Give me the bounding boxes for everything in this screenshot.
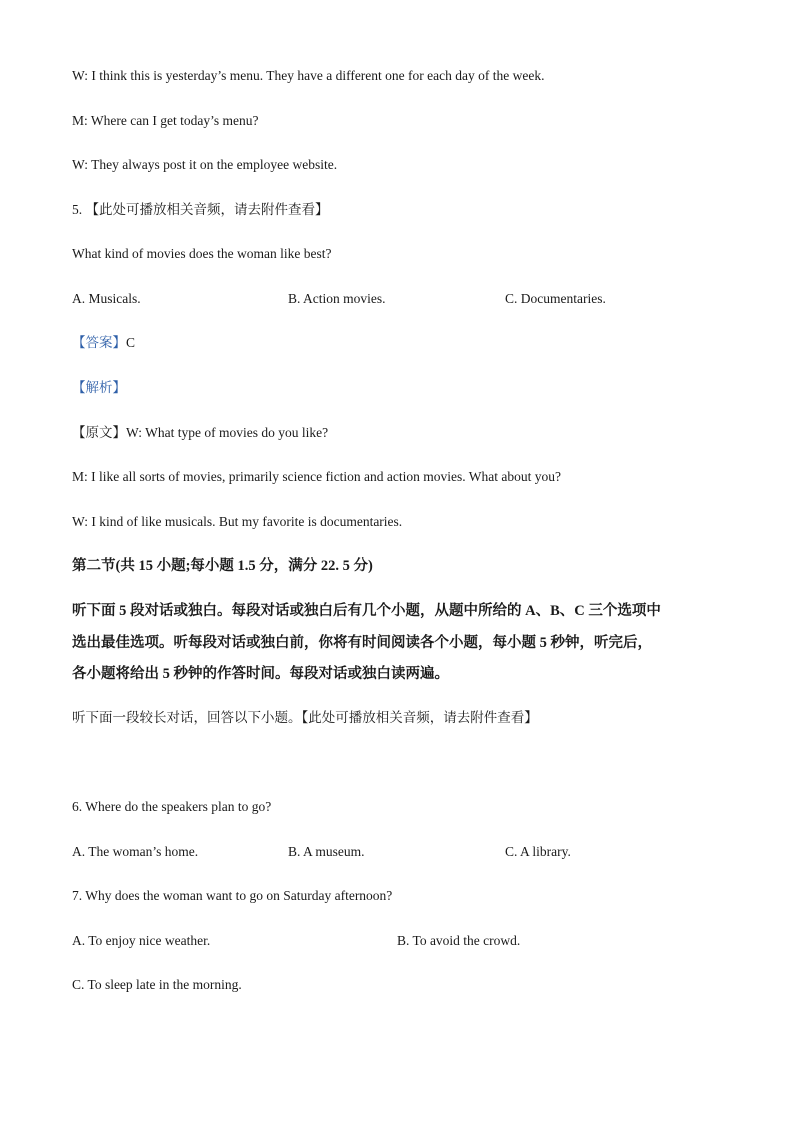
answer-value: C [126,335,136,350]
analysis-label: 【解析】 [72,380,126,395]
section-instructions [72,596,732,691]
option-a: A. The woman’s home. [72,844,199,859]
original-line-1: W: What type of movies do you like? [126,425,329,440]
option-c: C. Documentaries. [505,291,606,306]
option-c: C. A library. [505,844,571,859]
question-5-text: What kind of movies does the woman like best? [72,246,332,261]
original-text-row [72,424,328,442]
dialogue-line-2: M: Where can I get today’s menu? [72,113,259,128]
original-line-3: W: I kind of like musicals. But my favorite is documentaries. [72,514,403,529]
question-7-text: 7. Why does the woman want to go on Saturday afternoon? [72,888,393,903]
listen-prompt: 听下面一段较长对话，回答以下小题。【此处可播放相关音频，请去附件查看】 [72,710,538,725]
instruction-line-3: 各小题将给出 5 秒钟的作答时间。每段对话或独白读两遍。 [72,666,449,682]
option-b: B. To avoid the crowd. [397,933,521,948]
original-label: 【原文】 [72,425,126,440]
dialogue-line-1: W: I think this is yesterday’s menu. They have a different one for each day of the week. [72,68,545,83]
question-6-text: 6. Where do the speakers plan to go? [72,799,272,814]
dialogue-line-3: W: They always post it on the employee website. [72,157,338,172]
instruction-line-2: 选出最佳选项。听每段对话或独白前，你将有时间阅读各个小题，每小题 5 秒钟，听完后， [72,634,652,651]
option-b: B. Action movies. [288,291,386,306]
option-c: C. To sleep late in the morning. [72,977,242,992]
original-line-2: M: I like all sorts of movies, primarily science fiction and action movies. What about you? [72,469,562,484]
section-title: 第二节(共 15 小题;每小题 1.5 分，满分 22. 5 分) [72,558,373,574]
instruction-line-1: 听下面 5 段对话或独白。每段对话或独白后有几个小题，从题中所给的 A、B、C 三个选项中 [72,603,661,619]
option-b: B. A museum. [288,844,365,859]
option-a: A. Musicals. [72,291,141,306]
answer-row [72,334,135,352]
option-a: A. To enjoy nice weather. [72,933,211,948]
question-5-audio-note: 5. 【此处可播放相关音频，请去附件查看】 [72,202,329,217]
answer-label: 【答案】 [72,335,126,350]
